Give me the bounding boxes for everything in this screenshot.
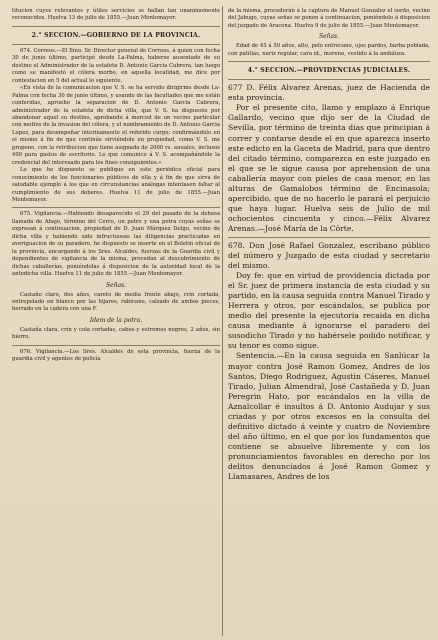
senas-heading: Señas.: [105, 281, 127, 289]
notice-678-body: Doy fe: que en virtud de providencia dictada por el Sr. juez de primera instancia de esta ciudad y su partido, en la causa seguida contra Manuel Tirado y Herrera y otros, por escándalos, se publica por medio del presente la ejecutoria recaida en dicha causa mediante á ignorarse el paradero del susodicho Tirado y no habérsele podido notificar, y su tenor es como sigue.: [228, 271, 430, 351]
left-column: [12, 8, 220, 364]
notice-675: 675. Vigilancia.—Habiendo desaparecido el 29 del pasado de la dehesa llamada de Abajo, término del Cerro, un potro y una potra cuyas señas se expresan á continuacion, propiedad de D. Juan Márquez Delgo, vecino de dicha villa y habiendo sido infructuosas las diligencias practicadas en averiguacion de su paradero, he dispuesto se inserte en el Boletin oficial de la provincia, encargando á los Sres. Alcaldes, fuerzas de la Guardia civil y dependientes de vigilancia de la misma, procedan al descubrimiento de dichas caballerías, poniéndolas á disposicion de la autoridad local de la antedicha villa. Huelva 11 de julio de 1855.—Juan Montemayor.: [12, 211, 220, 278]
senas-manuel-gonzalez: Edad de 45 á 50 años, alto, pelo entrecano, ojos pardos, barba poblada, con patillas, nariz regular, cara id., moreno, vestido á la andaluza.: [228, 43, 430, 57]
notice-678-heading: 678. Don José Rafael Gonzalez, escribano público del número y Juzgado de esta ciudad y secretario del mismo.: [228, 240, 430, 271]
left-paragraph-continuation: titucion cuyos relevantes y útiles servicios se hallan tan unanimemente reconocidos. Huelva 13 de julio de 1855.—Juan Montemayor.: [12, 8, 220, 22]
senas-heading-right: Señas.: [318, 33, 340, 41]
senas-potra: Castaña clara, crin y cola cortadas, cabos y estremos negros, 2 años, sin hierro.: [12, 326, 220, 341]
divider: [228, 79, 430, 80]
notice-674-quote: «En vista de la comunicacion que V. S. se ha servido dirigirme desde La-Palma con fecha 30 de junio último, y usando de las facultades que me están conferidas, apruebo la separacion de D. Antonio Garcia Cabrera, administrador de la estafeta de dicha villa, que V. S. ha dispuesto por abandonar aquel su destino, aprobando á merced de un vecino particular con motivo de la invasion del cólera, y el nombramiento de D. Antonio Garcia Lopez, para desempeñar interinamente el referido cargo; confirmándolo en el mismo á fin de que continúe sirviéndole en propiedad, como V. S. me propone, con la retribucion que tiene asignada de 2000 rs. anuales, inclusos 400 para gastos de escritorio. Lo que comunico á V. S. acompañándole la credencial del interesado para los fines consiguientes.»: [12, 85, 220, 166]
section-title-judiciales: 4.° SECCION.—PROVIDENCIAS JUDICIALES.: [247, 67, 411, 75]
idem-heading: Idem de la potra.: [89, 316, 143, 324]
sentencia: Sentencia.—En la causa seguida en Sanlúcar la mayor contra José Ramon Gomez, Andres de los Santos, Diego Rodriguez, Agustin Cáseres, Manuel Tirado, Julian Almendral, José Castañeda y D. Juan Peregrin Hato, por escándalos en la villa de Aznalcollar é insultos á D. Antonio Audujar y sus criadas y por otros excesos en la consulta del definitivo dictado á veinte y cuatro de Noviembre del año último, en el que por los fundamentos que contiene se absuelve libremente y con los pronunciamientos favorables en derecho por los delitos denunciados á José Ramon Gomez y Llamasares, Andres de los: [228, 351, 430, 482]
divider: [12, 207, 220, 208]
divider: [12, 44, 220, 45]
section-title-gobierno: 2.° SECCION.—GOBIERNO DE LA PROVINCIA.: [31, 31, 201, 39]
divider: [228, 237, 430, 238]
divider: [12, 345, 220, 346]
notice-677-heading: 677 D. Félix Alvarez Arenas, juez de Hacienda de esta provincia.: [228, 83, 430, 103]
notice-677-body: Por el presente cito, llamo y emplazo á Enrique Gallardo, vecino que dijo ser de la Ciudad de Sevilla, por término de treinta dias que principian á correr y contarse desde el en que aparezca inserto este edicto en la Gaceta de Madrid, para que dentro del citado término, comparezca en este juzgado en el que se le sigue causa por aprehension de una caballería mayor con pieles de casa menor, en las alturas de Gamalobos término de Encinasola; apercibido, que de no hacerlo le parará el perjuicio que haya lugar. Huelva seis de Julio de mil ochocientos cincuenta y cinco.—Félix Alvarez Arenas.—José María de la Côrte.: [228, 103, 430, 233]
notice-676-continuation: de la misma, procederán á la captura de Manuel Gonzalez el sordo, vecino del Jabugo, cuyas señas se ponen á continuacion, poniéndolo á disposicion del juzgado de Aracena. Huelva 9 de julio de 1855.—Juan Montemayor.: [228, 8, 430, 29]
divider: [228, 61, 430, 62]
notice-674-closing: Lo que he dispuesto se publique en este periódico oficial para conocimiento de los funcionarios públicos de ella y á fin de que sirva de saludable ejemplo á los que en circunstancias análogas intentasen faltar al cumplimiento de sus deberes. Huelva 11 de julio de 1855.—Juan Montemayor.: [12, 167, 220, 203]
notice-676: 676. Vigilancia.—Los Sres. Alcaldes de esta provincia, fuerza de la guardia civil y agentes de policía: [12, 348, 220, 363]
senas-potro: Castaño claro, dos años, careto de media frente abajo, crin cortada, entrepelado en blanco por las hijares, rabicano, calzado de ambos pieces, herrado en la cadera con una F.: [12, 291, 220, 313]
right-column: [228, 8, 430, 482]
notice-674: 674. Correos.—El Ilmo. Sr. Director general de Correos, á quien con fecha 30 de junio último, participé desde La-Palma, haberse ausentado de su destino el Administrador de la estafeta D. Antonio Garcia Cabrera, tan luego como se manifestó el cólera morbo, en aquella localidad, me dice por contestacion en 5 del actual lo siguiente.: [12, 47, 220, 84]
divider: [12, 26, 220, 27]
column-divider: [222, 6, 223, 636]
